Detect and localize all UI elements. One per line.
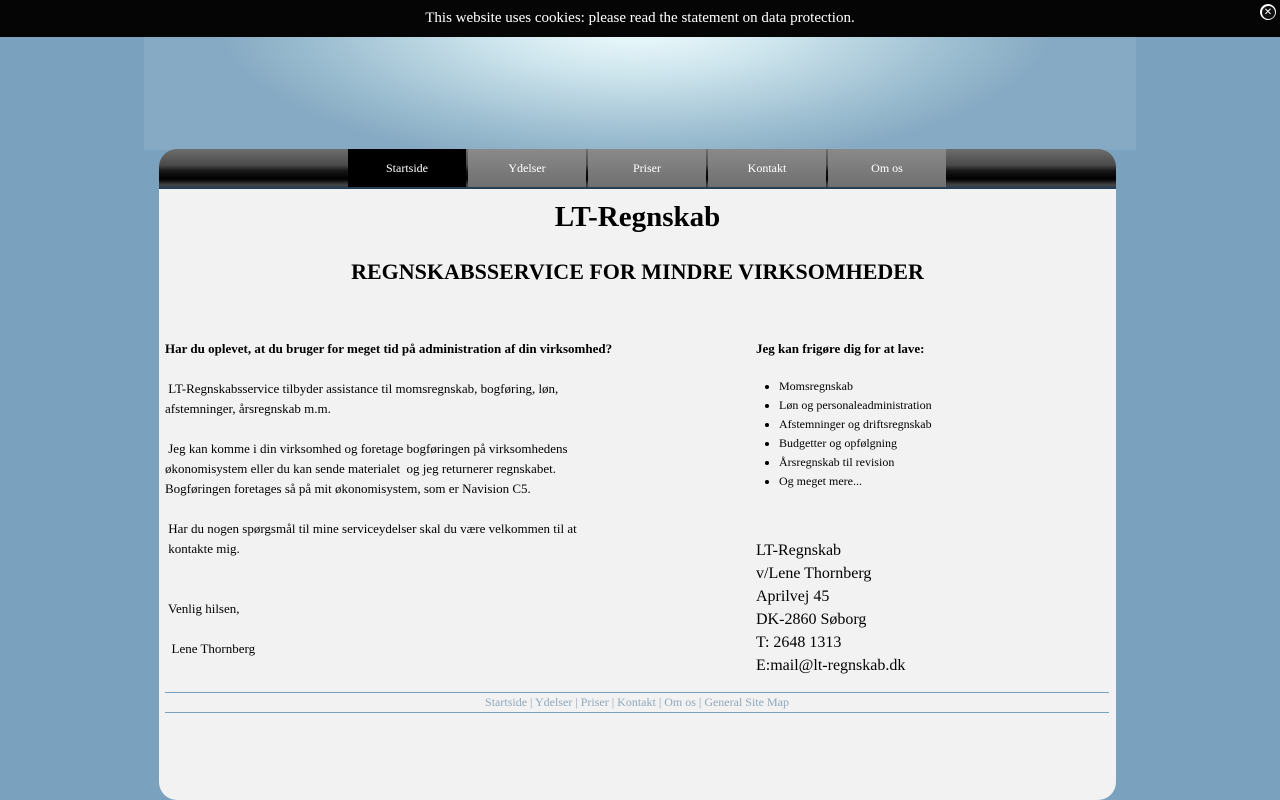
cookie-message[interactable]: This website uses cookies: please read the statement on data protection.	[425, 10, 855, 26]
list-item: • Budgetter og opfølgning	[779, 434, 1096, 453]
intro-line: Bogføringen foretages så på mit økonomisystem, som er Navision C5.	[165, 481, 531, 496]
page-container	[159, 149, 1116, 800]
intro-line: økonomisystem eller du kan sende materialet og jeg returnerer regnskabet.	[165, 461, 556, 476]
intro-line: Har du nogen spørgsmål til mine serviceydelser skal du være velkommen til at	[165, 521, 577, 536]
address-email: E:mail@lt-regnskab.dk	[756, 657, 906, 674]
footer-separator: |	[527, 695, 536, 709]
signature: Lene Thornberg	[165, 641, 256, 656]
tab-priser[interactable]: Priser	[588, 149, 706, 187]
address-phone: T: 2648 1313	[756, 634, 842, 651]
intro-question: Har du oplevet, at du bruger for meget tid på administration af din virksomhed?	[165, 341, 613, 356]
tab-kontakt[interactable]: Kontakt	[708, 149, 826, 187]
cookie-close-button[interactable]	[1259, 3, 1277, 21]
list-item: • Årsregnskab til revision	[779, 453, 1096, 472]
intro-line: kontakte mig.	[165, 541, 240, 556]
list-item: • Og meget mere...	[779, 472, 1096, 491]
tab-om-os[interactable]: Om os	[828, 149, 946, 187]
footer-link-site-map[interactable]: General Site Map	[704, 695, 789, 709]
footer-link-priser[interactable]: Priser	[580, 695, 609, 709]
footer-separator: |	[608, 695, 618, 709]
services-list	[756, 377, 1096, 491]
footer-link-startside[interactable]: Startside	[485, 695, 528, 709]
footer-link-ydelser[interactable]: Ydelser	[535, 695, 573, 709]
address-city: DK-2860 Søborg	[756, 611, 867, 628]
nav-tabs	[348, 149, 948, 187]
list-item: • Momsregnskab	[779, 377, 1096, 396]
address-street: Aprilvej 45	[756, 588, 830, 605]
list-item: • Afstemninger og driftsregnskab	[779, 415, 1096, 434]
page-title: LT-Regnskab	[554, 201, 721, 233]
tab-ydelser[interactable]: Ydelser	[468, 149, 586, 187]
contact-address	[756, 539, 1096, 677]
tab-startside[interactable]: Startside	[348, 149, 466, 187]
footer-separator: |	[572, 695, 581, 709]
close-circle-icon[interactable]: ✕	[1262, 6, 1275, 19]
cookie-banner	[0, 0, 1280, 37]
footer-separator: |	[695, 695, 705, 709]
main-content	[159, 189, 1116, 800]
intro-line: LT-Regnskabsservice tilbyder assistance til momsregnskab, bogføring, løn,	[165, 381, 559, 396]
main-navigation	[159, 149, 1116, 189]
intro-line: afstemninger, årsregnskab m.m.	[165, 401, 331, 416]
greeting: Venlig hilsen,	[165, 601, 240, 616]
footer-separator: |	[655, 695, 665, 709]
footer-link-kontakt[interactable]: Kontakt	[617, 695, 656, 709]
address-company: LT-Regnskab	[756, 542, 842, 559]
footer-link-om-os[interactable]: Om os	[664, 695, 696, 709]
list-item: • Løn og personaleadministration	[779, 396, 1096, 415]
services-heading: Jeg kan frigøre dig for at lave:	[756, 341, 925, 356]
address-contact: v/Lene Thornberg	[756, 565, 872, 582]
services-column	[756, 339, 1096, 677]
intro-line: Jeg kan komme i din virksomhed og foretage bogføringen på virksomhedens	[165, 441, 568, 456]
footer-navigation	[165, 692, 1109, 713]
intro-text	[165, 339, 635, 659]
page-subtitle: REGNSKABSSERVICE FOR MINDRE VIRKSOMHEDER	[351, 259, 924, 284]
